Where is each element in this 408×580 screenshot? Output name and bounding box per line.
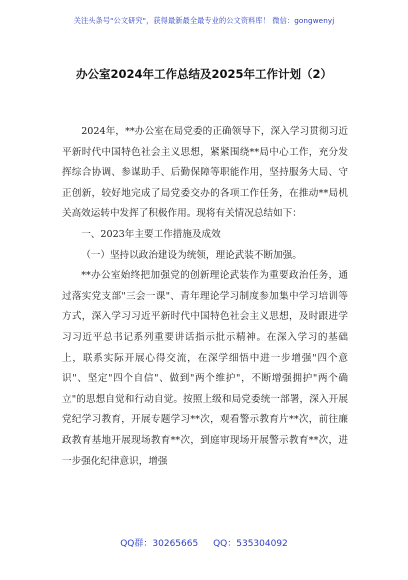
body-paragraph-1: **办公室始终把加强党的创新理论武装作为重要政治任务，通过落实党支部"三会一课"、青年理论学习制度参加集中学习培训等方式，深入学习习近平新时代中国特色社会主义思想，及时跟进学习习近平总书记系列重要讲话指示批示精神。在深入学习的基础上，联系实际开展心得交流，在深学细悟中进一步增强"四个意识"、坚定"四个自信"、做到"两个维护"，不断增强拥护"两个确立"的思想自觉和行动自觉。按照上级和局党委统一部署，深入开展党纪学习教育，开展专题学习**次，观看警示教育片**次，前往廉政教育基地开展现场教育**次，到庭审现场开展警示教育**次，进一步强化纪律意识，增强 [62,270,348,467]
footer-contact [0,536,408,549]
document-title: 办公室2024年工作总结及2025年工作计划（2） [75,67,332,81]
footer-qq-group: QQ群：30265665 [120,539,199,549]
subsection-heading-1: （一）坚持以政治建设为统领，理论武装不断加强。 [81,249,302,261]
intro-paragraph: 2024年，**办公室在局党委的正确领导下，深入学习贯彻习近平新时代中国特色社会主义思想，紧紧围绕**局中心工作，充分发挥综合协调、参谋助手、后勤保障等职能作用，坚持服务大局、守正创新，较好地完成了局党委交办的各项工作任务，在推动**局机关高效运转中发挥了积极作用。现将有关情况总结如下： [62,126,348,220]
document-body [62,122,348,472]
footer-qq: QQ：535304092 [213,539,288,549]
section-heading-1: 一、2023年主要工作措施及成效 [81,228,221,240]
header-promo-note: 关注头条号"公文研究"，获得最新最全最专业的公文资料库！ 微信：gongwenyj [73,16,335,25]
